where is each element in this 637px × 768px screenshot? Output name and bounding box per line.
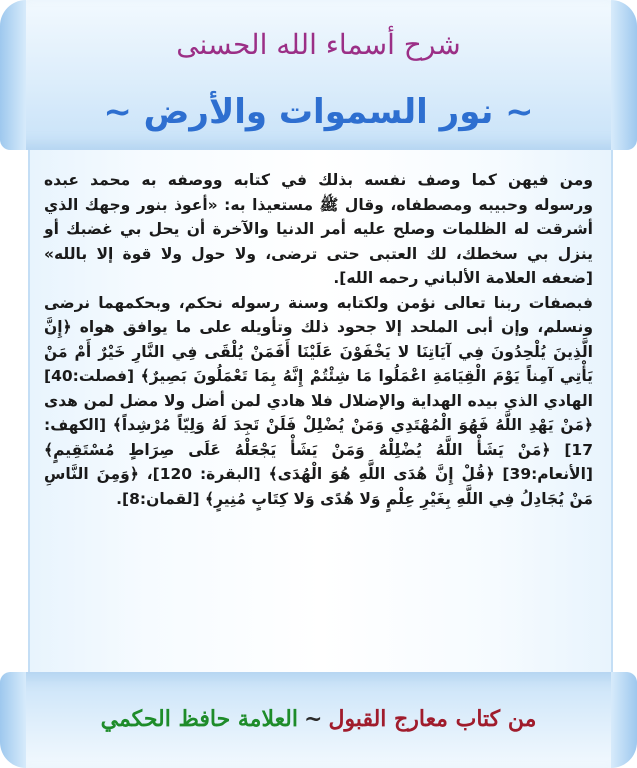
footer-separator: ~ — [304, 706, 323, 732]
footer-source: من كتاب معارج القبول — [328, 706, 537, 732]
footer-author: العلامة حافظ الحكمي — [100, 706, 299, 732]
footer-credit — [0, 706, 637, 732]
series-title: شرح أسماء الله الحسنى — [176, 28, 461, 61]
paragraph-1: ومن فيهن كما وصف نفسه بذلك في كتابه ووصفه به محمد عبده ورسوله وحبيبه ومصطفاه، وقال ﷺ مستعيذا به: «أعوذ بنور وجهك الذي أشرقت له الظلمات وصلح عليه أمر الدنيا والآخرة أن يحل بي غضبك أو ينزل بي سخطك، لك العتبى حتى ترضى، ولا حول ولا قوة إلا بالله» [ضعفه العلامة الألباني رحمه الله]. — [44, 171, 593, 287]
paragraph-2: فبصفات ربنا تعالى نؤمن ولكتابه وسنة رسوله نحكم، وبحكمهما نرضى ونسلم، وإن أبى الملحد إلا جحود ذلك وتأويله على ما يوافق هواه ﴿إِنَّ الَّذِينَ يُلْحِدُونَ فِي آيَاتِنَا لا يَخْفَوْنَ عَلَيْنَا أَفَمَنْ يُلْقَى فِي النَّارِ خَيْرٌ أَمْ مَنْ يَأْتِي آمِناً يَوْمَ الْقِيَامَةِ اعْمَلُوا مَا شِئْتُمْ إِنَّهُ بِمَا تَعْمَلُونَ بَصِيرٌ﴾ [فصلت:40] الهادي الذي بيده الهداية والإضلال فلا هادي لمن أضل ولا مضل لمن هدى ﴿مَنْ يَهْدِ اللَّهُ فَهُوَ الْمُهْتَدِي وَمَنْ يُضْلِلْ فَلَنْ تَجِدَ لَهُ وَلِيّاً مُرْشِداً﴾ [الكهف: 17] ﴿مَنْ يَشَأْ اللَّهُ يُضْلِلْهُ وَمَنْ يَشَأْ يَجْعَلْهُ عَلَى صِرَاطٍ مُسْتَقِيمٍ﴾ [الأنعام:39] ﴿قُلْ إِنَّ هُدَى اللَّهِ هُوَ الْهُدَى﴾ [البقرة: 120]، ﴿وَمِنَ النَّاسِ مَنْ يُجَادِلُ فِي اللَّهِ بِغَيْرِ عِلْمٍ وَلا هُدًى وَلا كِتَابٍ مُنِيرٍ﴾ [لقمان:8]. — [44, 293, 593, 508]
page-title: ~ نور السموات والأرض ~ — [103, 92, 534, 132]
article-body — [44, 168, 593, 511]
